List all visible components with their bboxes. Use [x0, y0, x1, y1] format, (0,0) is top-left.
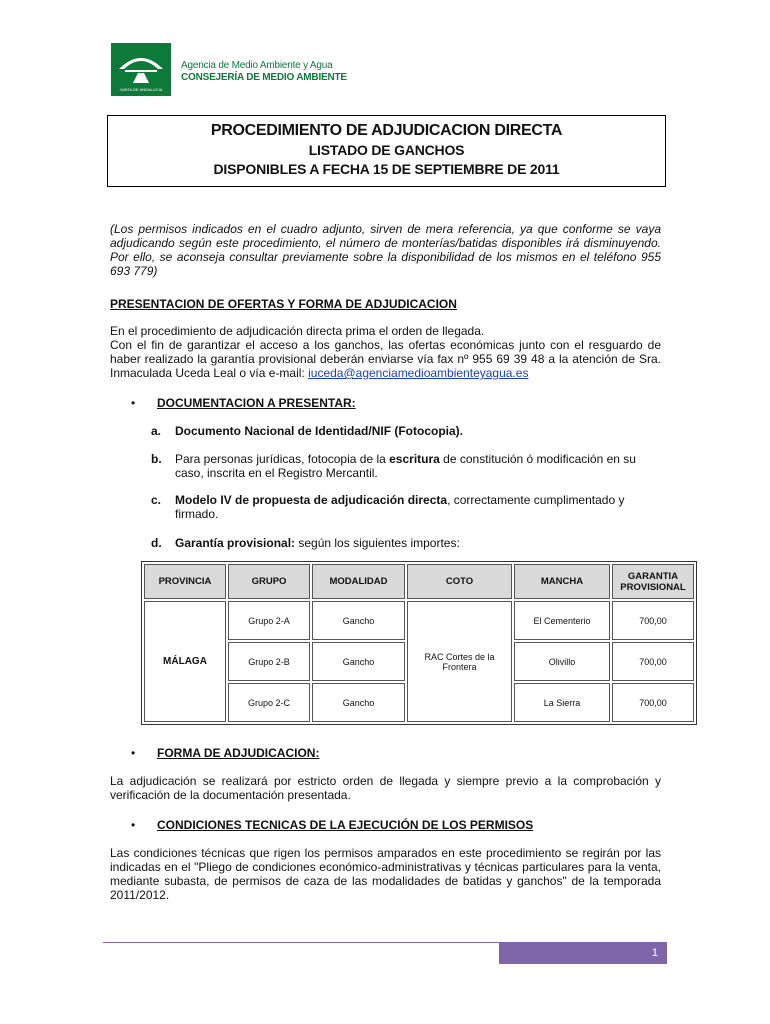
- garantia-table: [141, 561, 697, 725]
- cell-modalidad: Gancho: [312, 601, 405, 640]
- cell-mancha: El Cementerio: [514, 601, 610, 640]
- item-text-post: de constitución ó modificación en su caso, inscrita en el Registro Mercantil.: [175, 452, 636, 480]
- cell-garantia: 700,00: [612, 642, 694, 681]
- page-number-box: [499, 942, 667, 964]
- section-heading-documentacion: DOCUMENTACION A PRESENTAR:: [157, 396, 356, 410]
- cell-grupo: Grupo 2-B: [228, 642, 310, 681]
- cell-grupo: Grupo 2-C: [228, 683, 310, 722]
- cell-mancha: La Sierra: [514, 683, 610, 722]
- item-text: [175, 536, 661, 550]
- item-letter: a.: [151, 424, 162, 438]
- col-header-provincia: PROVINCIA: [144, 564, 226, 599]
- title-line-3: DISPONIBLES A FECHA 15 DE SEPTIEMBRE DE 2011: [213, 161, 560, 177]
- ofertas-paragraph-1: En el procedimiento de adjudicación directa prima el orden de llegada.: [110, 324, 485, 338]
- item-text-pre: Para personas jurídicas, fotocopia de la: [175, 452, 390, 466]
- col-header-coto: COTO: [407, 564, 512, 599]
- availability-note: (Los permisos indicados en el cuadro adjunto, sirven de mera referencia, ya que conforme se vaya adjudicando según este procedimiento, el número de monterías/batidas disponibles irá disminuyendo. Por ello, se aconseja consultar previamente sobre la disponibilidad de los mismos en el teléfono 955 693 779): [110, 222, 661, 278]
- table-row: [144, 601, 694, 640]
- email-link[interactable]: iuceda@agenciamedioambienteyagua.es: [308, 366, 529, 380]
- cell-provincia: MÁLAGA: [144, 601, 226, 722]
- agency-name: [181, 60, 347, 84]
- item-text: Documento Nacional de Identidad/NIF (Fotocopia).: [175, 424, 464, 438]
- item-text-post: según los siguientes importes:: [295, 536, 460, 550]
- col-header-modalidad: MODALIDAD: [312, 564, 405, 599]
- ofertas-paragraph-2-text: Con el fin de garantizar el acceso a los ganchos, las ofertas económicas junto con el resguardo de haber realizado la garantía provisional deberán enviarse vía fax nº 955 69 39 48 a la atención de Sra. Inmaculada Uceda Leal o vía e-mail:: [110, 338, 661, 380]
- cell-coto: RAC Cortes de la Frontera: [407, 601, 512, 722]
- item-text: [175, 493, 661, 521]
- item-letter: d.: [151, 536, 162, 550]
- footer-rule: [103, 942, 499, 943]
- section-heading-condiciones: CONDICIONES TECNICAS DE LA EJECUCIÓN DE LOS PERMISOS: [157, 818, 534, 832]
- col-header-grupo: GRUPO: [228, 564, 310, 599]
- item-text-post: , correctamente cumplimentado y firmado.: [175, 493, 625, 521]
- item-text: [175, 452, 661, 480]
- document-title-box: [107, 115, 666, 187]
- ofertas-paragraph-2: [110, 338, 661, 380]
- agency-line-1: Agencia de Medio Ambiente y Agua: [181, 60, 333, 71]
- section-heading-forma: FORMA DE ADJUDICACION:: [157, 746, 320, 760]
- item-letter: b.: [151, 452, 162, 466]
- col-header-mancha: MANCHA: [514, 564, 610, 599]
- svg-text:JUNTA DE ANDALUCIA: JUNTA DE ANDALUCIA: [119, 87, 163, 92]
- cell-garantia: 700,00: [612, 683, 694, 722]
- cell-grupo: Grupo 2-A: [228, 601, 310, 640]
- col-header-garantia: GARANTIA PROVISIONAL: [612, 564, 694, 599]
- title-line-1: PROCEDIMIENTO DE ADJUDICACION DIRECTA: [210, 122, 563, 139]
- cell-modalidad: Gancho: [312, 642, 405, 681]
- bullet-icon: •: [131, 746, 136, 760]
- forma-paragraph: La adjudicación se realizará por estricto orden de llegada y siempre previo a la comprobación y verificación de la documentación presentada.: [110, 774, 661, 802]
- bullet-icon: •: [131, 818, 136, 832]
- bullet-icon: •: [131, 396, 136, 410]
- section-body-ofertas: [110, 324, 661, 380]
- title-line-2: LISTADO DE GANCHOS: [308, 142, 465, 158]
- condiciones-paragraph: Las condiciones técnicas que rigen los permisos amparados en este procedimiento se regirán por las indicadas en el "Pliego de condiciones económico-administrativas y técnicas particulares para la venta, mediante subasta, de permisos de caza de las modalidades de batidas y ganchos" de la temporada 2011/2012.: [110, 846, 661, 902]
- table-header-row: [144, 564, 694, 599]
- junta-andalucia-logo: [111, 43, 171, 96]
- section-heading-ofertas: PRESENTACION DE OFERTAS Y FORMA DE ADJUDICACION: [110, 297, 457, 311]
- cell-modalidad: Gancho: [312, 683, 405, 722]
- page-number: 1: [651, 947, 658, 959]
- cell-mancha: Olivillo: [514, 642, 610, 681]
- cell-garantia: 700,00: [612, 601, 694, 640]
- item-letter: c.: [151, 493, 162, 507]
- agency-line-2: CONSEJERÍA DE MEDIO AMBIENTE: [181, 72, 347, 83]
- item-text-bold: escritura: [389, 452, 440, 466]
- item-text-bold: Garantía provisional:: [175, 536, 296, 550]
- item-text-bold: Modelo IV de propuesta de adjudicación directa: [175, 493, 448, 507]
